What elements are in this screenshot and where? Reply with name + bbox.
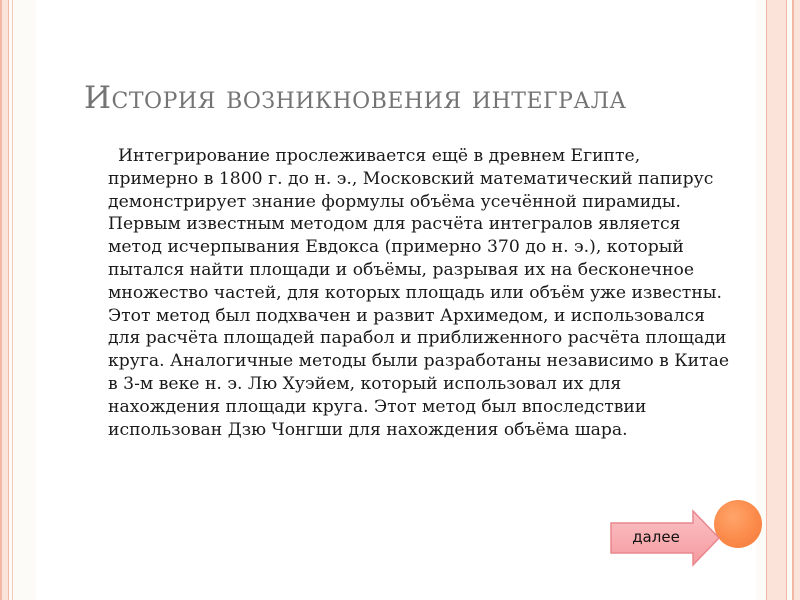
- right-decor-stripes: [756, 0, 800, 600]
- next-button[interactable]: [609, 509, 721, 567]
- slide-body-text: Интегрирование прослеживается ещё в древнем Египте, примерно в 1800 г. до н. э., Московский математический папирус демонстрирует знание формулы объёма усечённой пирамиды. Первым известным методом для расчёта интегралов является метод исчерпывания Евдокса (примерно 370 до н. э.), который пытался найти площади и объёмы, разрывая их на бесконечное множество частей, для которых площадь или объём уже известны. Этот метод был подхвачен и развит Архимедом, и использовался для расчёта площадей парабол и приближенного расчёта площади круга. Аналогичные методы были разработаны независимо в Китае в 3-м веке н. э. Лю Хуэйем, который использовал их для нахождения площади круга. Этот метод был впоследствии использован Дзю Чонгши для нахождения объёма шара.: [108, 146, 729, 440]
- slide-title: История возникновения интеграла: [84, 80, 627, 116]
- next-button-label: далее: [632, 528, 680, 546]
- left-decor-stripes: [0, 0, 36, 600]
- orange-circle-icon: [714, 500, 762, 548]
